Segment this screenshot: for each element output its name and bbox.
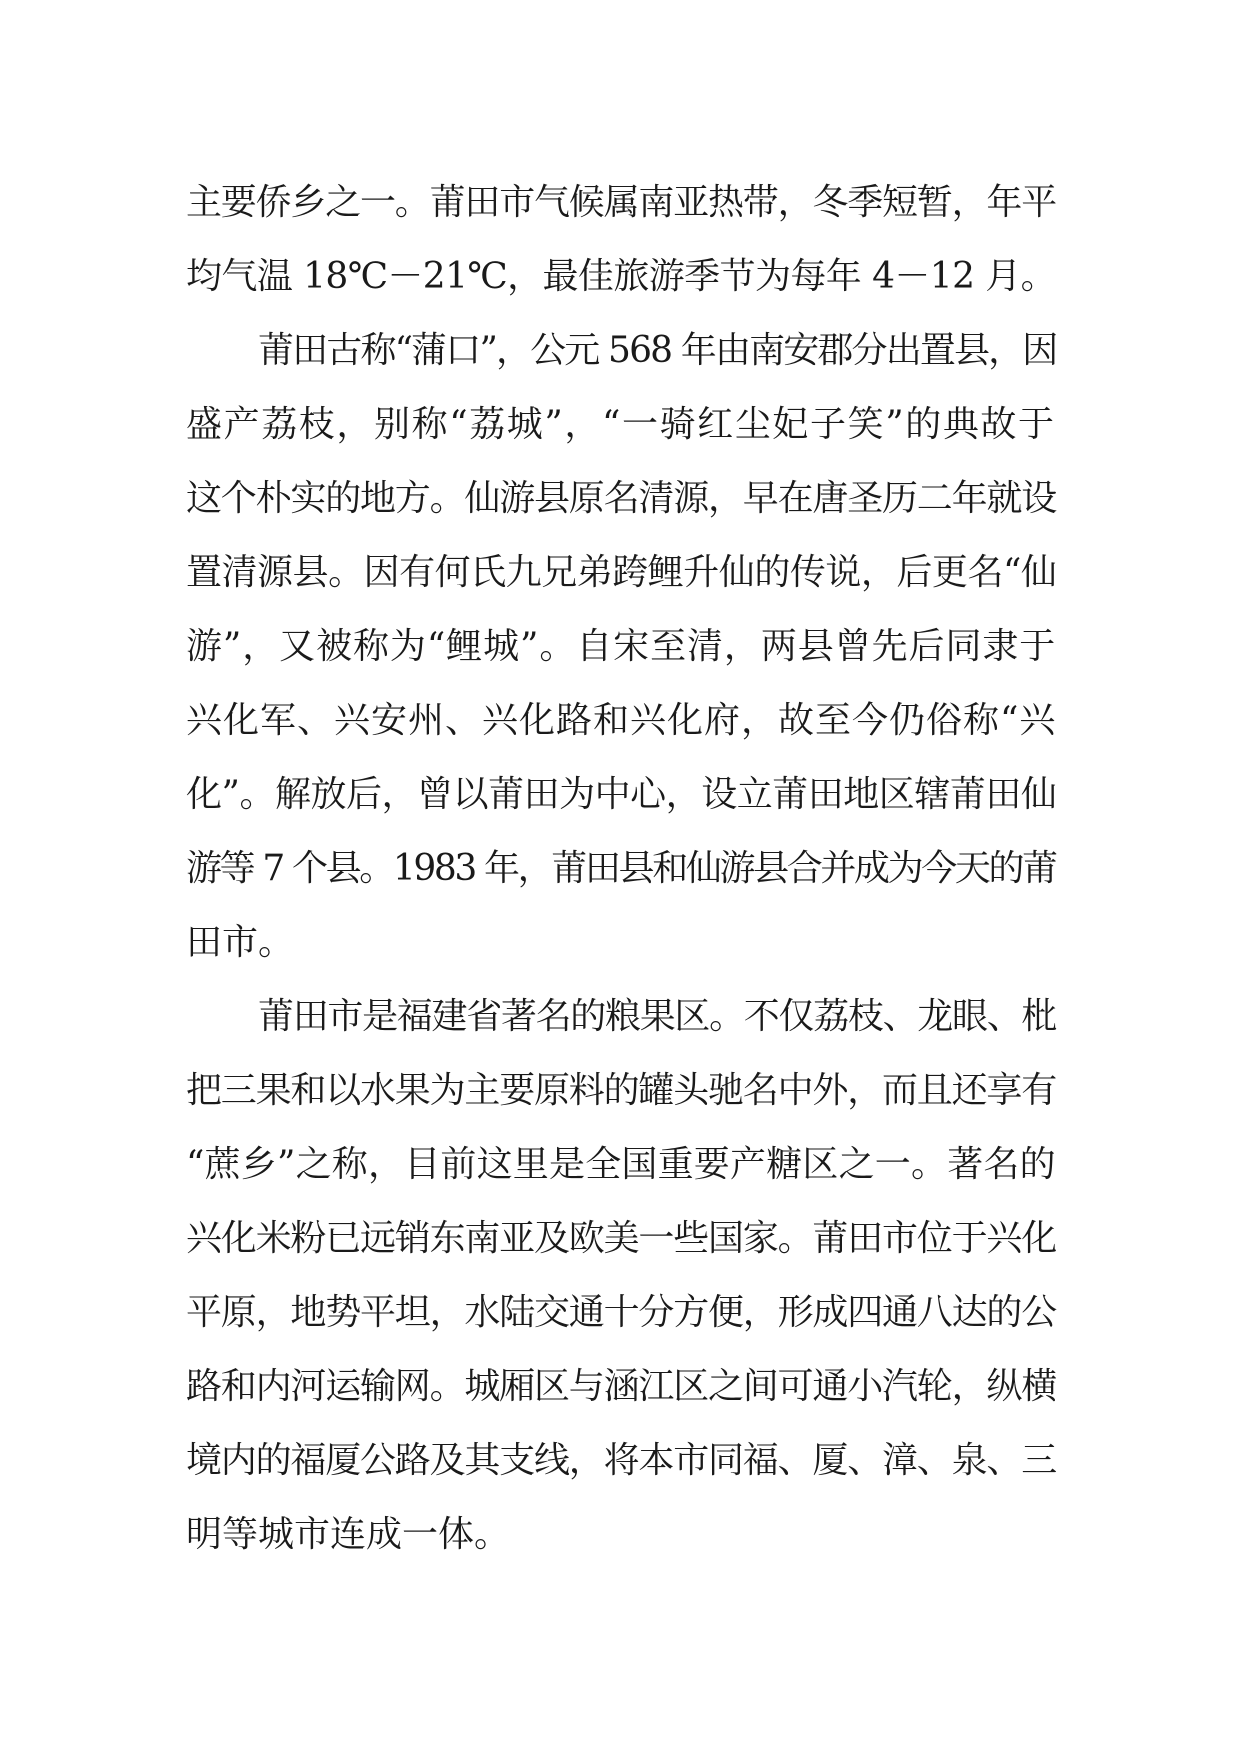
text-line: 莆田市是福建省著名的粮果区。不仅荔枝、龙眼、枇 [258,996,1057,1037]
text-line: “蔗乡”之称，目前这里是全国重要产糖区之一。著名的 [186,1144,1056,1185]
text-line: 田市。 [186,922,295,963]
text-line: 游等 7 个县。1983 年，莆田县和仙游县合并成为今天的莆 [186,848,1056,889]
text-line: 平原，地势平坦，水陆交通十分方便，形成四通八达的公 [186,1292,1057,1333]
text-line: 境内的福厦公路及其支线，将本市同福、厦、漳、泉、三 [186,1440,1057,1481]
text-line: 把三果和以水果为主要原料的罐头驰名中外，而且还享有 [186,1070,1057,1111]
text-line: 化”。解放后，曾以莆田为中心，设立莆田地区辖莆田仙 [186,774,1057,815]
paragraph-1 [186,166,1056,314]
text-line: 路和内河运输网。城厢区与涵江区之间可通小汽轮，纵横 [186,1366,1057,1407]
text-line: 这个朴实的地方。仙游县原名清源，早在唐圣历二年就设 [186,478,1057,519]
text-line: 置清源县。因有何氏九兄弟跨鲤升仙的传说，后更名“仙 [186,552,1057,593]
text-line: 兴化军、兴安州、兴化路和兴化府，故至今仍俗称“兴 [186,700,1057,741]
body-text [186,166,1056,1572]
text-line: 兴化米粉已远销东南亚及欧美一些国家。莆田市位于兴化 [186,1218,1057,1259]
text-line: 游”，又被称为“鲤城”。自宋至清，两县曾先后同隶于 [186,626,1057,667]
paragraph-3 [186,980,1056,1572]
text-line: 盛产荔枝，别称“荔城”，“一骑红尘妃子笑”的典故于 [186,404,1056,445]
text-line: 明等城市连成一体。 [186,1514,511,1555]
paragraph-2 [186,314,1056,980]
text-line: 均气温 18℃－21℃，最佳旅游季节为每年 4－12 月。 [186,256,1057,297]
text-line: 主要侨乡之一。莆田市气候属南亚热带，冬季短暂，年平 [186,182,1057,223]
text-line: 莆田古称“蒲口”，公元 568 年由南安郡分出置县，因 [258,330,1057,371]
